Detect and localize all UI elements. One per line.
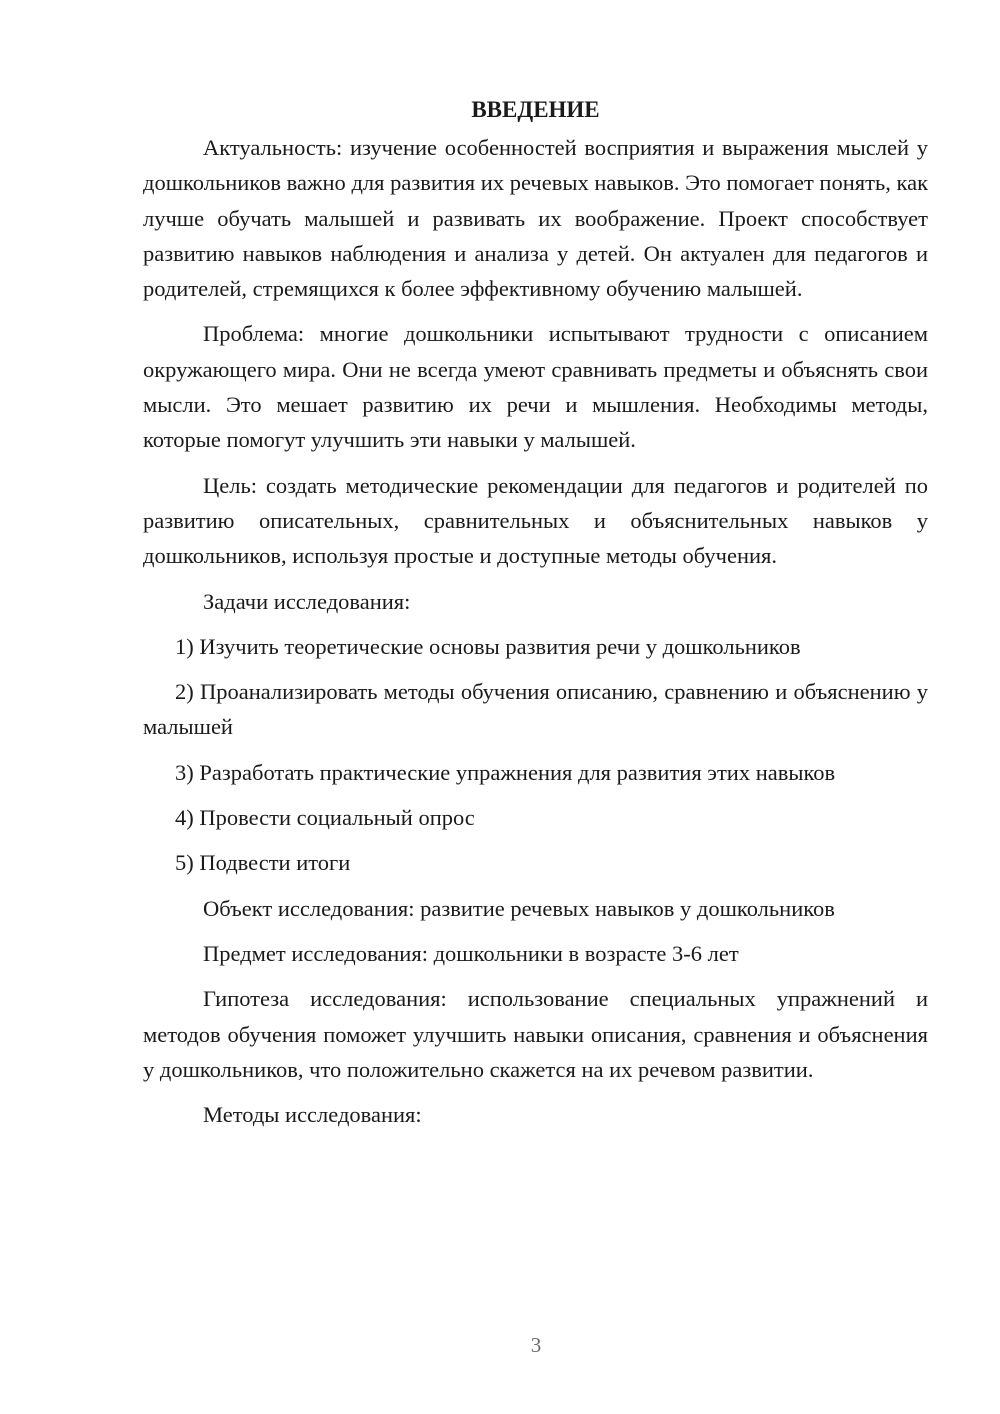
goal-paragraph: Цель: создать методические рекомендации для педагогов и родителей по развитию описательных, сравнительных и объяснительных навыков у дошкольников, используя простые и доступные методы обучения. [143, 472, 928, 569]
task-item: 3) Разработать практические упражнения для развития этих навыков [175, 759, 836, 785]
object-paragraph: Объект исследования: развитие речевых навыков у дошкольников [203, 895, 835, 921]
task-item: 1) Изучить теоретические основы развития речи у дошкольников [175, 633, 801, 659]
task-item: 5) Подвести итоги [175, 850, 351, 876]
tasks-heading: Задачи исследования: [203, 588, 411, 614]
task-item: 4) Провести социальный опрос [175, 805, 475, 831]
relevance-paragraph: Актуальность: изучение особенностей восприятия и выражения мыслей у дошкольников важно для развития их речевых навыков. Это помогает понять, как лучше обучать малышей и развивать их воображение. Проект способствует развитию навыков наблюдения и анализа у детей. Он актуален для педагогов и родителей, стремящихся к более эффективному обучению малышей. [143, 135, 928, 302]
subject-paragraph: Предмет исследования: дошкольники в возрасте 3-6 лет [203, 940, 739, 966]
page-body [143, 94, 928, 1142]
problem-paragraph: Проблема: многие дошкольники испытывают трудности с описанием окружающего мира. Они не всегда умеют сравнивать предметы и объяснять свои мысли. Это мешает развитию их речи и мышления. Необходимы методы, которые помогут улучшить эти навыки у малышей. [143, 321, 928, 453]
page-number: 3 [530, 1333, 542, 1357]
methods-heading: Методы исследования: [203, 1102, 422, 1128]
section-title: ВВЕДЕНИЕ [471, 97, 600, 122]
task-item: 2) Проанализировать методы обучения описанию, сравнению и объяснению у малышей [143, 679, 928, 740]
hypothesis-paragraph: Гипотеза исследования: использование специальных упражнений и методов обучения поможет улучшить навыки описания, сравнения и объяснения у дошкольников, что положительно скажется на их речевом развитии. [143, 986, 928, 1082]
